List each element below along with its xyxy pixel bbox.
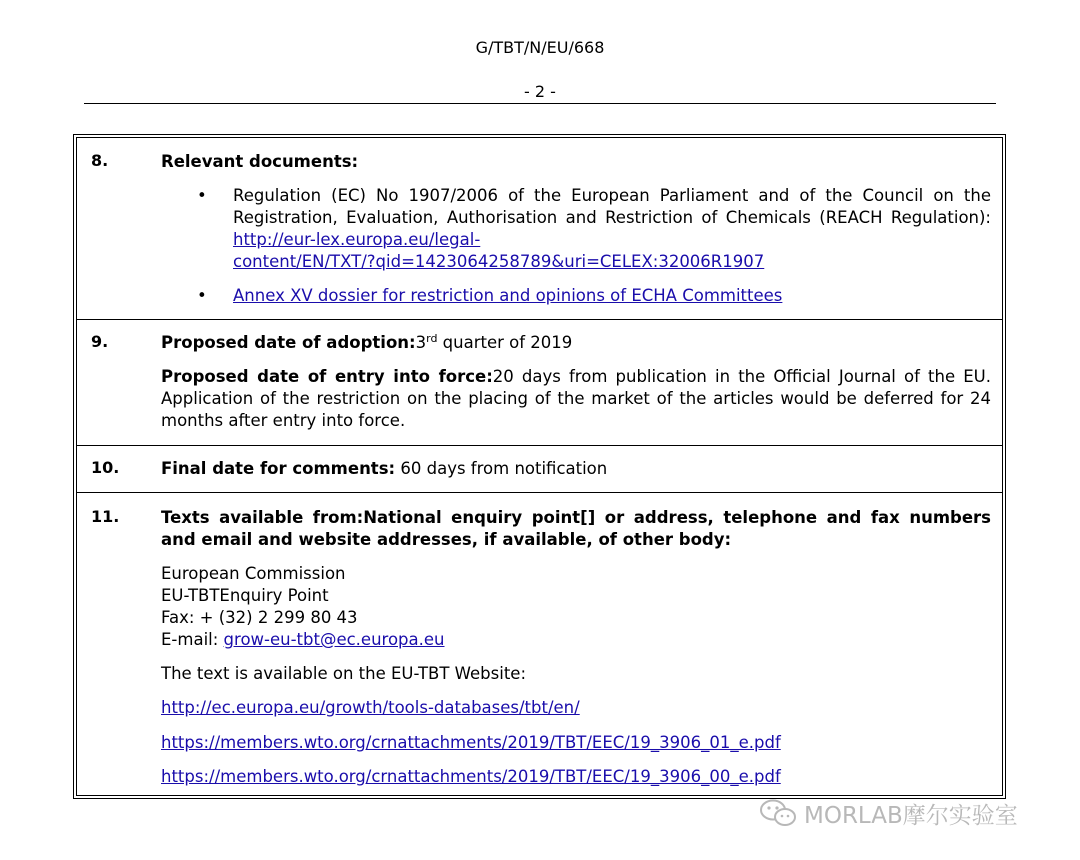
section-9 [77,320,1002,446]
reach-regulation-text: Regulation (EC) No 1907/2006 of the European Parliament and of the Council on the Registration, Evaluation, Authorisation and Restriction of Chemicals (REACH Regulation): [233,186,991,227]
adoption-value-sup: rd [426,332,438,345]
email-line [161,629,991,651]
bullet-reach-regulation [161,185,991,273]
address-line-2: EU-TBTEnquiry Point [161,586,329,605]
address-block [161,563,991,651]
wechat-icon [758,798,798,828]
adoption-value: 3 [415,333,427,352]
bullet-annex-xv [161,285,991,307]
section-11 [77,493,1002,795]
email-link[interactable]: grow-eu-tbt@ec.europa.eu [223,630,445,649]
entry-value: 20 days from publication in the Official Journal of the EU. Application of the restriction on the placing of the market of the articles would be deferred for 24 months after entry into force. [161,367,992,430]
section-9-number: 9. [91,332,109,351]
wto-attachment-link-01[interactable]: https://members.wto.org/crnattachments/2019/TBT/EEC/19_3906_01_e.pdf [161,733,781,752]
notification-table [73,134,1006,799]
watermark-text: MORLAB摩尔实验室 [804,802,1018,829]
tbt-website-link[interactable]: http://ec.europa.eu/growth/tools-databases/tbt/en/ [161,698,580,717]
page-number: - 2 - [524,82,556,101]
adoption-value-rest: quarter of 2019 [437,333,573,352]
section-8-number: 8. [91,151,109,170]
comments-value: 60 days from notification [395,459,608,478]
address-line-1: European Commission [161,564,346,583]
eur-lex-link[interactable]: http://eur-lex.europa.eu/legal- [233,230,481,249]
doc-symbol: G/TBT/N/EU/668 [475,38,605,57]
entry-into-force [161,366,991,432]
fax-number: Fax: + (32) 2 299 80 43 [161,608,358,627]
section-10-number: 10. [91,458,120,477]
section-11-title: Texts available from:National enquiry point[] or address, telephone and fax numbers and email and website addresses, if available, of other body: [161,508,991,549]
watermark [758,796,1018,830]
annex-xv-link[interactable]: Annex XV dossier for restriction and opinions of ECHA Committees [233,286,783,305]
eur-lex-link-cont[interactable]: content/EN/TXT/?qid=1423064258789&uri=CELEX:32006R1907 [233,252,765,271]
section-11-number: 11. [91,507,120,526]
wto-attachment-link-00[interactable]: https://members.wto.org/crnattachments/2019/TBT/EEC/19_3906_00_e.pdf [161,767,781,786]
adoption-date [161,332,991,354]
entry-label: Proposed date of entry into force: [161,367,493,386]
bullet-icon: • [197,286,207,305]
section-10 [77,446,1002,493]
adoption-label: Proposed date of adoption: [161,333,416,352]
header-rule [84,103,996,104]
section-8-title: Relevant documents: [161,152,359,171]
comments-label: Final date for comments: [161,459,396,478]
email-label: E-mail: [161,630,224,649]
bullet-icon: • [197,186,207,205]
section-8 [77,138,1002,320]
website-text: The text is available on the EU-TBT Website: [161,664,527,683]
